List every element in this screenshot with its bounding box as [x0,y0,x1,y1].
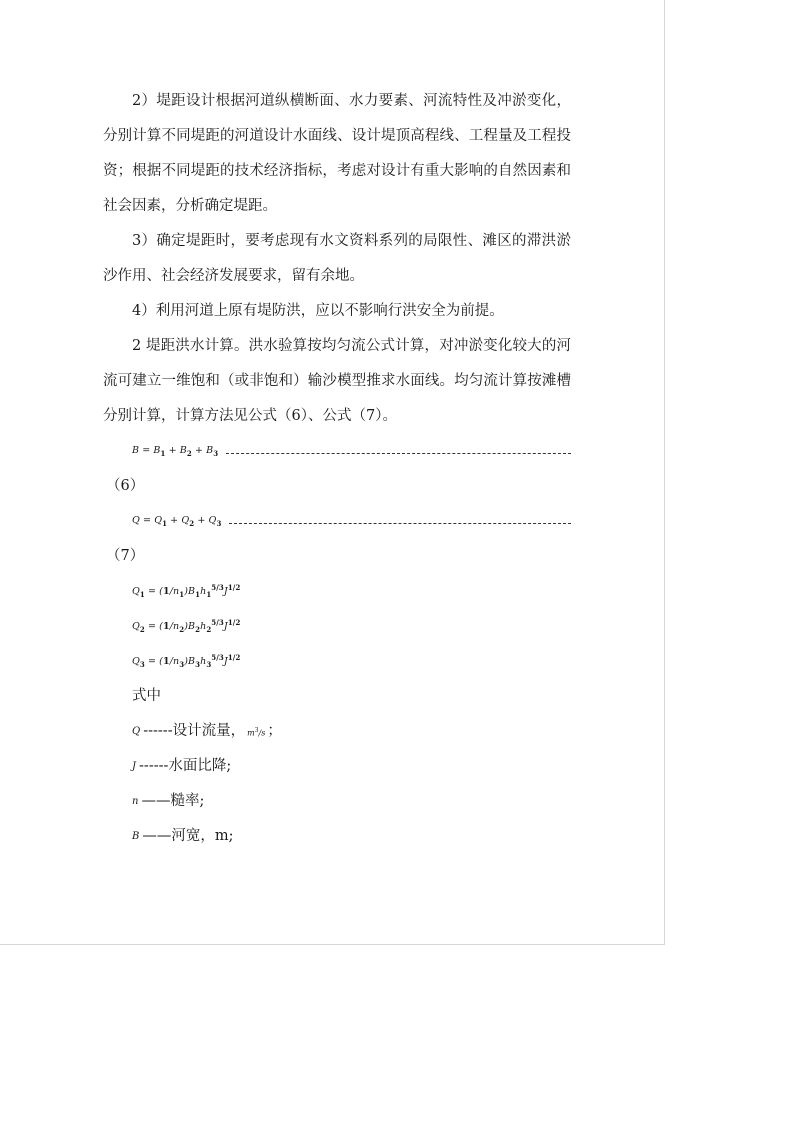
equation-number-7: （7） [106,548,145,564]
paragraph-text: 2 堤距洪水计算。洪水验算按均匀流公式计算，对冲淤变化较大的河流可建立一维饱和（或非饱和）输沙模型推求水面线。均匀流计算按滩槽分别计算，计算方法见公式（6）、公式（7）。 [103,338,571,424]
symbol-j: J [132,761,137,772]
formula-q1-line [103,574,571,609]
symbol-b: B [132,831,140,842]
paragraph-text: 2）堤距设计根据河道纵横断面、水力要素、河流特性及冲淤变化，分别计算不同堤距的河道设计水面线、设计堤顶高程线、工程量及工程投资；根据不同堤距的技术经济指标，考虑对设计有重大影响的自然因素和社会因素，分析确定堤距。 [103,93,571,214]
formula-q3: $Q_3 = (1/n_3)B_3h_3^{5/3}J^{1/2}$ [132,653,241,670]
formula-7-line [103,504,571,539]
formula-leader-dashes [226,453,571,454]
definition-slope [103,749,571,784]
definition-j-text: ------水面比降; [139,758,232,774]
formula-q1: $Q_1 = (1/n_1)B_1h_1^{5/3}J^{1/2}$ [132,583,241,600]
paragraph-dike-spacing-margin [103,224,571,294]
equation-number-6: （6） [106,478,145,494]
symbol-n: n [132,796,139,807]
definition-intro [103,679,571,714]
definition-q-end: ； [267,723,282,739]
formula-7: $Q = Q_1 + Q_2 + Q_3$ [132,514,222,528]
paragraph-text: 4）利用河道上原有堤防洪，应以不影响行洪安全为前提。 [132,303,504,319]
definition-b-text: ——河宽，m; [142,828,234,844]
definition-q-text: ------设计流量， [143,723,246,739]
formula-q2-line [103,609,571,644]
definition-discharge [103,714,571,749]
paragraph-dike-spacing-design [103,84,571,224]
definition-n-text: ——糙率; [141,793,205,809]
formula-q2: $Q_2 = (1/n_2)B_2h_2^{5/3}J^{1/2}$ [132,618,241,635]
definition-width [103,819,571,854]
formula-6-line [103,434,571,469]
symbol-q: Q [132,726,141,737]
formula-leader-dashes [229,523,571,524]
definition-intro-text: 式中 [132,688,161,704]
definition-roughness [103,784,571,819]
paragraph-flood-calculation [103,329,571,434]
unit-cubic-meter-per-second: $m^3/s$ [247,726,266,738]
document-content [103,84,571,854]
paragraph-existing-dike [103,294,571,329]
formula-q3-line [103,644,571,679]
formula-6: $B = B_1 + B_2 + B_3$ [132,444,219,458]
paragraph-text: 3）确定堤距时，要考虑现有水文资料系列的局限性、滩区的滞洪淤沙作用、社会经济发展要求，留有余地。 [103,233,571,284]
